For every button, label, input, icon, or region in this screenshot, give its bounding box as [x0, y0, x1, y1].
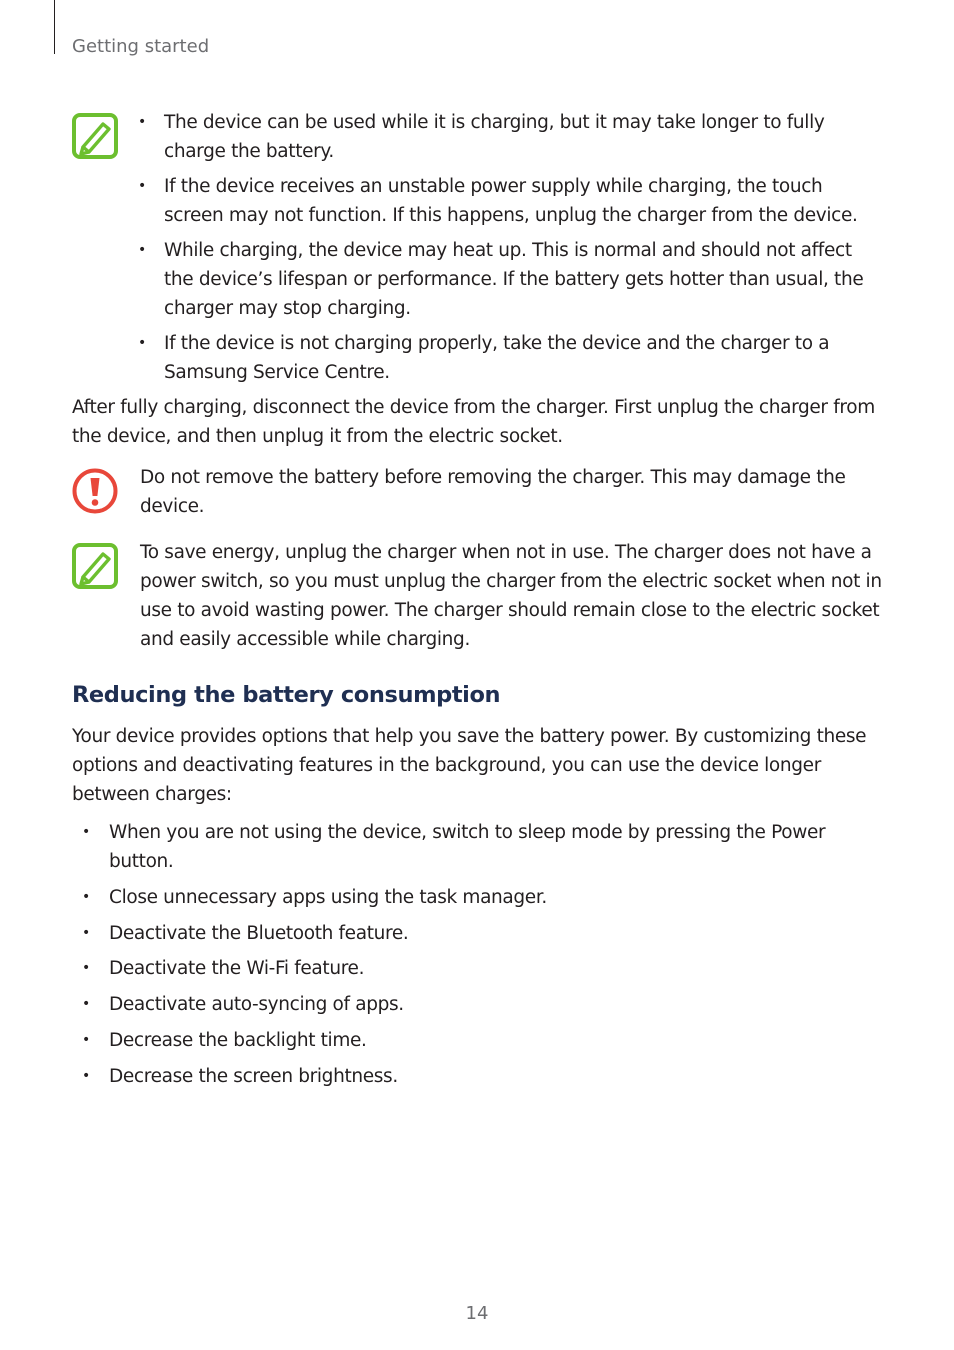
- bullet-icon: •: [82, 924, 90, 941]
- list-item-text: The device can be used while it is charging, but it may take longer to fully charge the battery.: [164, 112, 825, 162]
- exclamation-caution-icon: [72, 468, 118, 514]
- note-pencil-icon: [72, 543, 118, 589]
- energy-note-text: To save energy, unplug the charger when not in use. The charger does not have a power switch, so you must unplug the charger from the electric socket when not in use to avoid wasting power. The charger should remain close to the electric socket and easily accessible while charging.: [140, 542, 882, 650]
- list-item: [138, 329, 878, 387]
- list-item-text: When you are not using the device, switch to sleep mode by pressing the Power button.: [109, 822, 826, 872]
- bullet-icon: •: [138, 114, 146, 130]
- after-charging-paragraph: After fully charging, disconnect the device from the charger. First unplug the charger from the device, and then unplug it from the electric socket.: [72, 397, 875, 447]
- bullet-icon: •: [82, 960, 90, 977]
- list-item-text: If the device receives an unstable power supply while charging, the touch screen may not function. If this happens, unplug the charger from the device.: [164, 176, 858, 226]
- list-item: [138, 108, 878, 166]
- section-heading: Reducing the battery consumption: [72, 682, 501, 708]
- bullet-icon: •: [82, 1031, 90, 1048]
- list-item: [138, 236, 878, 323]
- bullet-icon: •: [82, 824, 90, 840]
- note-list: [138, 108, 878, 393]
- page-number: 14: [465, 1303, 489, 1324]
- list-item-text: Close unnecessary apps using the task manager.: [109, 886, 547, 908]
- bullet-icon: •: [82, 1067, 90, 1084]
- list-item-text: Deactivate auto-syncing of apps.: [109, 994, 404, 1016]
- list-item: [82, 1026, 882, 1055]
- caution-text: Do not remove the battery before removing the charger. This may damage the device.: [140, 467, 846, 517]
- bullet-icon: •: [138, 242, 146, 258]
- list-item-text: If the device is not charging properly, take the device and the charger to a Samsung Service Centre.: [164, 333, 830, 383]
- list-item: [138, 172, 878, 230]
- bullet-icon: •: [82, 996, 90, 1013]
- list-item-text: Decrease the backlight time.: [109, 1029, 367, 1051]
- list-item: [82, 1062, 882, 1091]
- list-item-text: While charging, the device may heat up. This is normal and should not affect the device’s lifespan or performance. If the battery gets hotter than usual, the charger may stop charging.: [164, 240, 864, 319]
- list-item: [82, 919, 882, 948]
- bullet-icon: •: [82, 888, 90, 905]
- battery-tips-list: [82, 818, 882, 1098]
- list-item-text: Decrease the screen brightness.: [109, 1065, 398, 1087]
- list-item: [82, 818, 882, 876]
- list-item: [82, 883, 882, 912]
- section-intro: Your device provides options that help you save the battery power. By customizing these options and deactivating features in the background, you can use the device longer between charges:: [72, 726, 867, 805]
- list-item-text: Deactivate the Bluetooth feature.: [109, 922, 409, 944]
- bullet-icon: •: [138, 178, 146, 194]
- list-item: [82, 954, 882, 983]
- list-item: [82, 990, 882, 1019]
- note-pencil-icon: [72, 113, 118, 159]
- list-item-text: Deactivate the Wi-Fi feature.: [109, 958, 365, 980]
- bullet-icon: •: [138, 335, 146, 351]
- header-rule: [54, 0, 55, 54]
- section-label: Getting started: [72, 36, 210, 57]
